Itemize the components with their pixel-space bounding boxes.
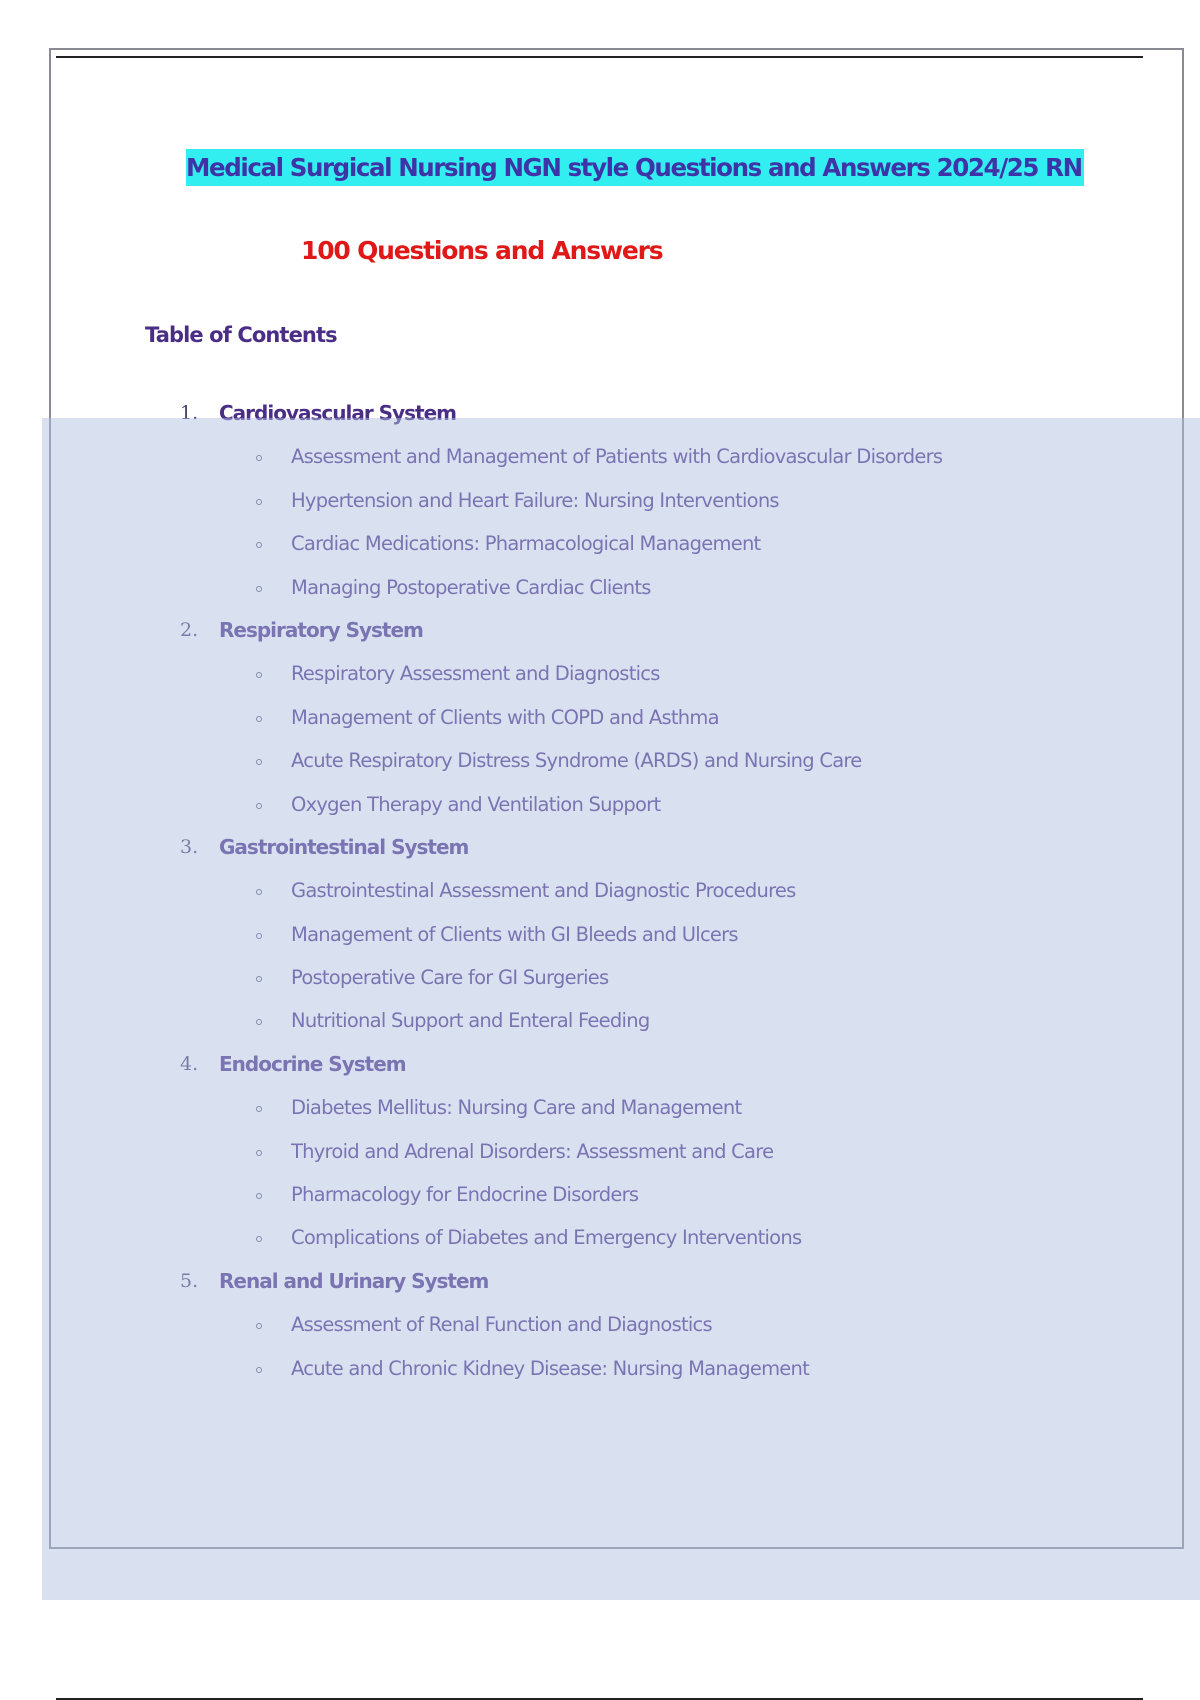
document-subtitle: 100 Questions and Answers — [301, 236, 663, 265]
subsection-item — [0, 1086, 1200, 1129]
hollow-circle-bullet-icon — [256, 1367, 262, 1373]
toc-section-respiratory — [0, 609, 1200, 826]
subsection-text: Nutritional Support and Enteral Feeding — [291, 1009, 650, 1033]
subsection-item — [0, 566, 1200, 609]
section-number: 2. — [180, 618, 199, 641]
hollow-circle-bullet-icon — [256, 716, 262, 722]
section-title: Renal and Urinary System — [219, 1268, 489, 1293]
subsection-list — [0, 652, 1200, 826]
subsection-item — [0, 999, 1200, 1042]
hollow-circle-bullet-icon — [256, 803, 262, 809]
subsection-text: Pharmacology for Endocrine Disorders — [291, 1183, 639, 1207]
section-number: 5. — [180, 1269, 199, 1292]
subsection-item — [0, 652, 1200, 695]
subsection-item — [0, 479, 1200, 522]
hollow-circle-bullet-icon — [256, 672, 262, 678]
hollow-circle-bullet-icon — [256, 455, 262, 461]
subsection-text: Managing Postoperative Cardiac Clients — [291, 575, 651, 599]
subsection-list — [0, 1086, 1200, 1260]
subsection-item — [0, 869, 1200, 912]
subsection-text: Management of Clients with COPD and Asthma — [291, 705, 719, 729]
subsection-item — [0, 783, 1200, 826]
hollow-circle-bullet-icon — [256, 759, 262, 765]
subsection-text: Assessment of Renal Function and Diagnostics — [291, 1313, 712, 1337]
subsection-text: Complications of Diabetes and Emergency Interventions — [291, 1226, 802, 1250]
subsection-text: Assessment and Management of Patients with Cardiovascular Disorders — [291, 445, 943, 469]
section-title: Endocrine System — [219, 1051, 406, 1076]
hollow-circle-bullet-icon — [256, 933, 262, 939]
subsection-text: Cardiac Medications: Pharmacological Management — [291, 532, 761, 556]
hollow-circle-bullet-icon — [256, 1019, 262, 1025]
subsection-item — [0, 1303, 1200, 1346]
hollow-circle-bullet-icon — [256, 542, 262, 548]
section-number: 1. — [180, 402, 199, 424]
subsection-list — [0, 1303, 1200, 1390]
hollow-circle-bullet-icon — [256, 1150, 262, 1156]
section-title: Cardiovascular System — [219, 401, 456, 425]
hollow-circle-bullet-icon — [256, 1193, 262, 1199]
toc-section-endocrine — [0, 1043, 1200, 1260]
toc-section-row — [0, 1260, 1200, 1303]
toc-section-gastrointestinal — [0, 826, 1200, 1043]
subsection-text: Management of Clients with GI Bleeds and Ulcers — [291, 922, 738, 946]
section-number: 3. — [180, 835, 199, 858]
toc-section-row — [0, 1043, 1200, 1086]
table-of-contents — [0, 392, 1200, 1390]
subsection-item — [0, 1130, 1200, 1173]
hollow-circle-bullet-icon — [256, 499, 262, 505]
subsection-list — [0, 869, 1200, 1043]
subsection-item — [0, 1216, 1200, 1259]
document-title: Medical Surgical Nursing NGN style Questions and Answers 2024/25 RN — [186, 149, 1084, 186]
subsection-text: Postoperative Care for GI Surgeries — [291, 966, 609, 990]
toc-heading: Table of Contents — [145, 323, 337, 347]
toc-section-row — [0, 826, 1200, 869]
subsection-text: Respiratory Assessment and Diagnostics — [291, 662, 660, 686]
subsection-item — [0, 522, 1200, 565]
subsection-item — [0, 1173, 1200, 1216]
subsection-text: Acute and Chronic Kidney Disease: Nursing Management — [291, 1356, 810, 1380]
top-rule — [56, 56, 1143, 58]
subsection-text: Hypertension and Heart Failure: Nursing Interventions — [291, 488, 779, 512]
subsection-text: Oxygen Therapy and Ventilation Support — [291, 792, 661, 816]
toc-section-cardiovascular — [0, 392, 1200, 609]
hollow-circle-bullet-icon — [256, 889, 262, 895]
section-title: Respiratory System — [219, 617, 423, 642]
section-title: Gastrointestinal System — [219, 834, 469, 859]
toc-section-row — [0, 392, 1200, 435]
subsection-text: Thyroid and Adrenal Disorders: Assessment and Care — [291, 1139, 774, 1163]
hollow-circle-bullet-icon — [256, 1236, 262, 1242]
hollow-circle-bullet-icon — [256, 586, 262, 592]
toc-section-row — [0, 609, 1200, 652]
hollow-circle-bullet-icon — [256, 976, 262, 982]
hollow-circle-bullet-icon — [256, 1323, 262, 1329]
toc-section-renal — [0, 1260, 1200, 1390]
hollow-circle-bullet-icon — [256, 1106, 262, 1112]
subsection-item — [0, 1347, 1200, 1390]
section-number: 4. — [180, 1052, 199, 1075]
subsection-item — [0, 739, 1200, 782]
subsection-item — [0, 435, 1200, 478]
subsection-text: Gastrointestinal Assessment and Diagnostic Procedures — [291, 879, 796, 903]
subsection-text: Diabetes Mellitus: Nursing Care and Management — [291, 1096, 742, 1120]
subsection-item — [0, 696, 1200, 739]
subsection-text: Acute Respiratory Distress Syndrome (ARDS) and Nursing Care — [291, 749, 862, 773]
subsection-item — [0, 956, 1200, 999]
subsection-list — [0, 435, 1200, 609]
subsection-item — [0, 913, 1200, 956]
